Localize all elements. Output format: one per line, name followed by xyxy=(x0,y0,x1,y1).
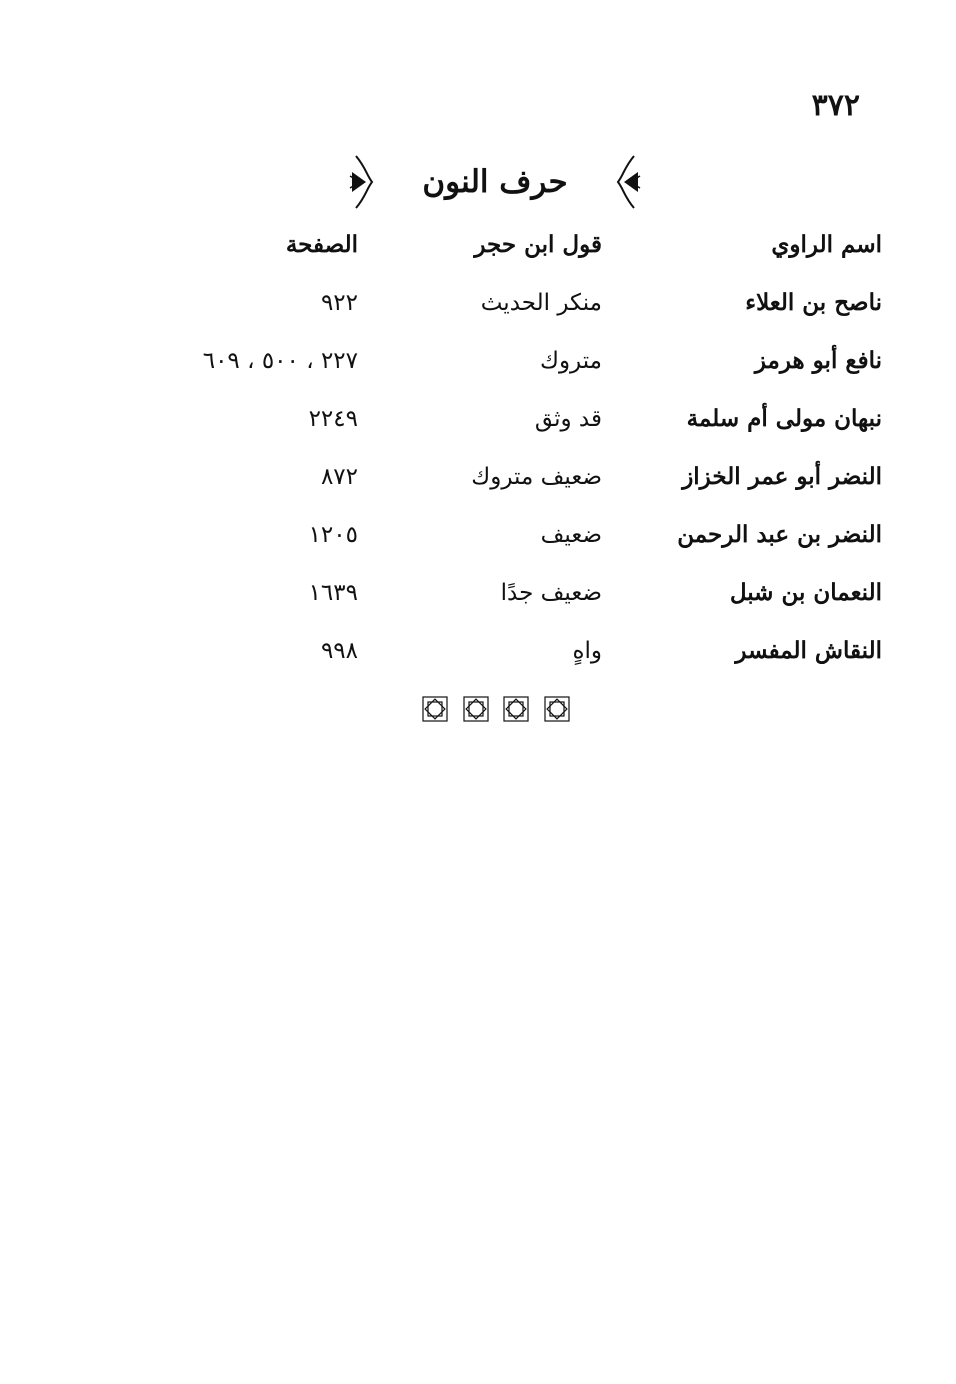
narrator-page: ٢٢٤٩ xyxy=(308,406,358,432)
section-title: حرف النون xyxy=(422,164,568,200)
page-number: ٣٧٢ xyxy=(811,88,860,123)
narrator-page: ٢٢٧ ، ٥٠٠ ، ٦٠٩ xyxy=(202,348,358,374)
narrator-verdict: متروك xyxy=(539,348,602,374)
end-divider xyxy=(422,696,570,722)
narrator-page: ١٦٣٩ xyxy=(308,580,358,606)
table-row xyxy=(140,570,882,628)
narrator-page: ٩٢٢ xyxy=(320,290,358,316)
bracket-ornament-icon xyxy=(614,154,642,210)
narrator-name: نافع أبو هرمز xyxy=(754,347,882,374)
table-row xyxy=(140,338,882,396)
narrator-page: ٩٩٨ xyxy=(320,638,358,664)
star-ornament-icon xyxy=(544,696,570,722)
table-row xyxy=(140,454,882,512)
table-row xyxy=(140,628,882,686)
narrator-name: ناصح بن العلاء xyxy=(745,289,882,316)
narrator-name: النعمان بن شبل xyxy=(729,579,882,606)
narrator-verdict: واهٍ xyxy=(572,638,602,664)
narrator-name: النقاش المفسر xyxy=(735,637,882,664)
narrator-verdict: قد وثق xyxy=(534,406,602,432)
star-ornament-icon xyxy=(463,696,489,722)
narrator-name: النضر أبو عمر الخزاز xyxy=(682,463,882,490)
narrator-name: النضر بن عبد الرحمن xyxy=(677,521,882,548)
table-row xyxy=(140,512,882,570)
header-page: الصفحة xyxy=(285,231,358,258)
header-name: اسم الراوي xyxy=(771,231,882,258)
narrator-page: ٨٧٢ xyxy=(320,464,358,490)
narrator-verdict: منكر الحديث xyxy=(480,290,602,316)
narrator-verdict: ضعيف متروك xyxy=(471,464,602,490)
narrator-verdict: ضعيف جدًا xyxy=(500,580,602,606)
star-ornament-icon xyxy=(503,696,529,722)
star-ornament-icon xyxy=(422,696,448,722)
table-row xyxy=(140,396,882,454)
header-verdict: قول ابن حجر xyxy=(474,231,602,258)
table-header-row xyxy=(140,222,882,280)
table-row xyxy=(140,280,882,338)
bracket-ornament-icon xyxy=(348,154,376,210)
section-heading xyxy=(340,150,650,214)
narrator-page: ١٢٠٥ xyxy=(308,522,358,548)
narrators-table xyxy=(140,222,882,686)
narrator-verdict: ضعيف xyxy=(540,522,602,548)
narrator-name: نبهان مولى أم سلمة xyxy=(686,405,882,432)
